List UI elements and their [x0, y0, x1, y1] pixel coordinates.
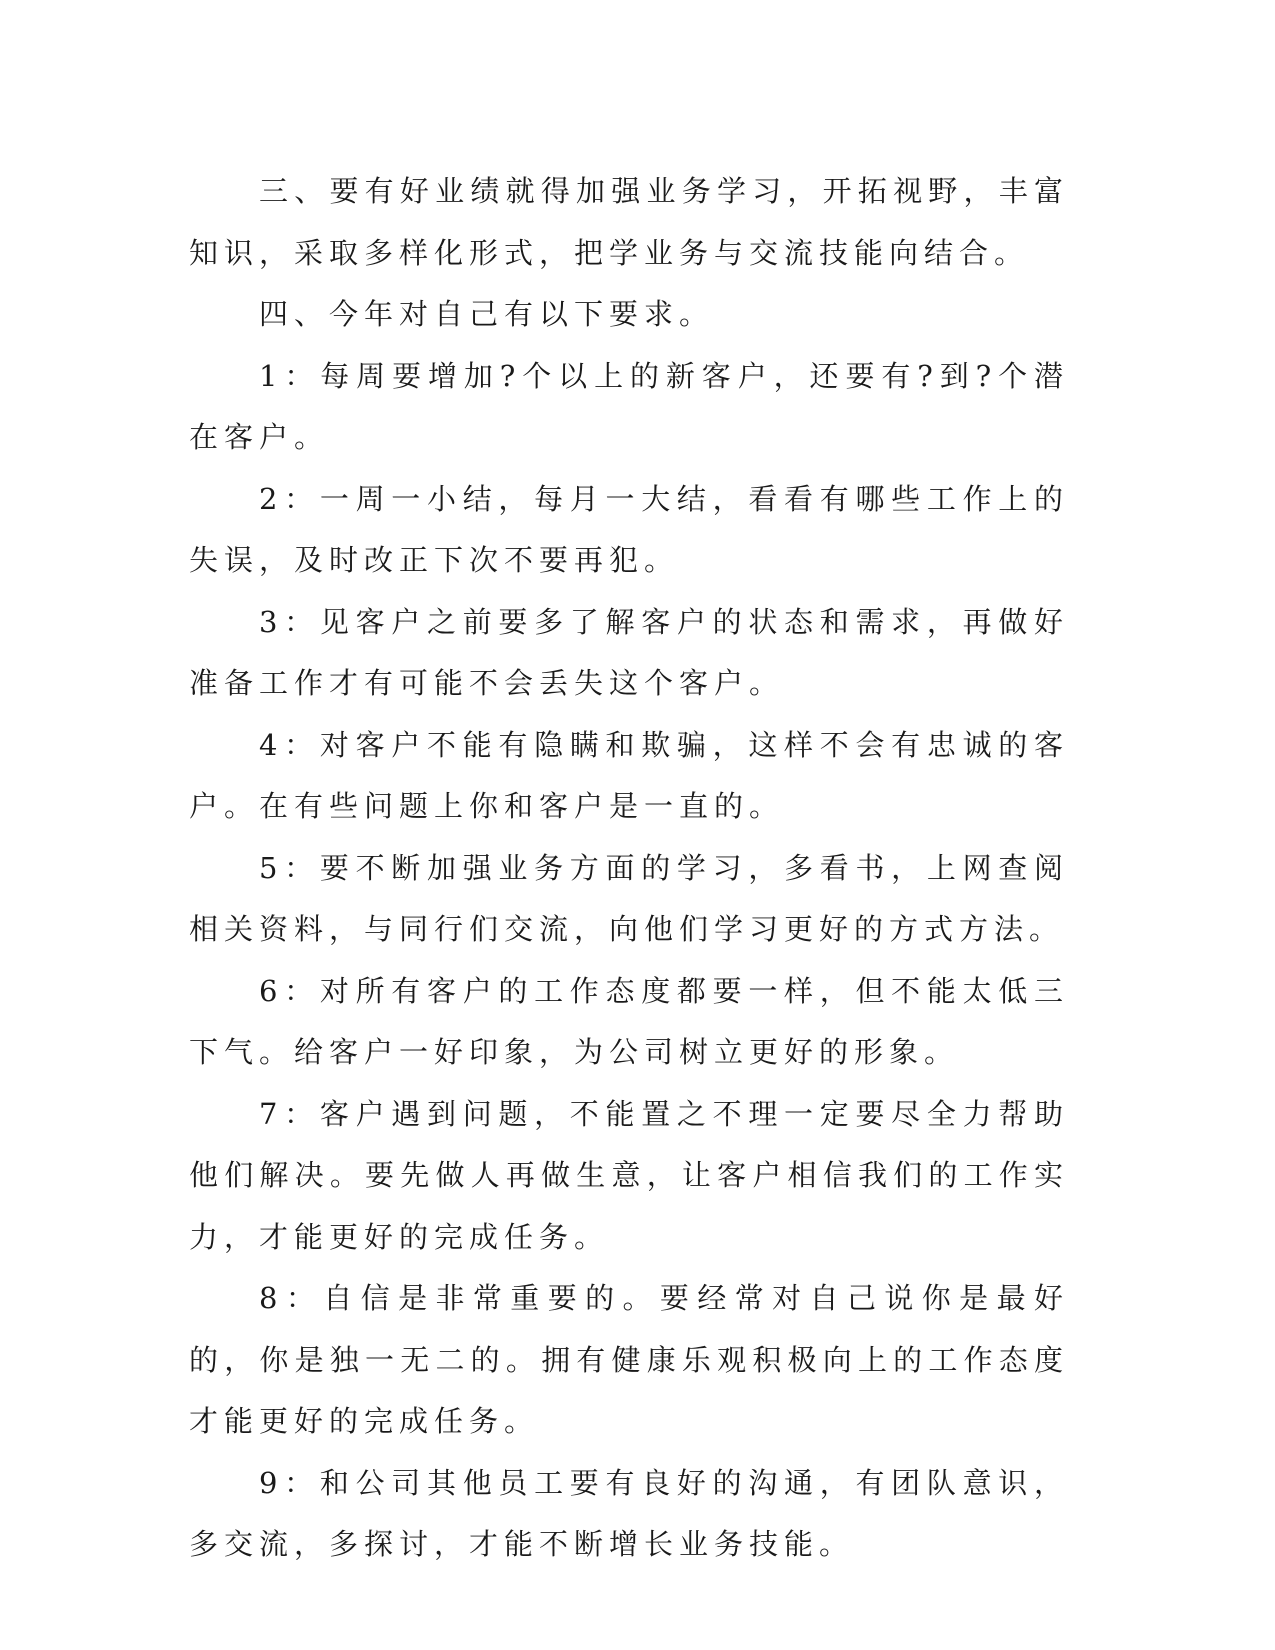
requirement-9: 9：和公司其他员工要有良好的沟通，有团队意识，多交流，多探讨，才能不断增长业务技能。 — [189, 1465, 1069, 1561]
requirement-4: 4：对客户不能有隐瞒和欺骗，这样不会有忠诚的客户。在有些问题上你和客户是一直的。 — [189, 727, 1069, 823]
requirement-2: 2：一周一小结，每月一大结，看看有哪些工作上的失误，及时改正下次不要再犯。 — [189, 481, 1069, 577]
paragraph-3-business-study: 三、要有好业绩就得加强业务学习，开拓视野，丰富知识，采取多样化形式，把学业务与交流技能向结合。 — [189, 174, 1069, 270]
requirement-6: 6：对所有客户的工作态度都要一样，但不能太低三下气。给客户一好印象，为公司树立更好的形象。 — [189, 973, 1069, 1069]
document-body — [189, 161, 1069, 1576]
requirement-8: 8：自信是非常重要的。要经常对自己说你是最好的，你是独一无二的。拥有健康乐观积极向上的工作态度才能更好的完成任务。 — [189, 1281, 1069, 1438]
paragraph-4-requirements-heading: 四、今年对自己有以下要求。 — [259, 297, 715, 331]
requirement-5: 5：要不断加强业务方面的学习，多看书，上网查阅相关资料，与同行们交流，向他们学习更好的方式方法。 — [189, 850, 1069, 946]
requirement-3: 3：见客户之前要多了解客户的状态和需求，再做好准备工作才有可能不会丢失这个客户。 — [189, 604, 1069, 700]
requirement-1: 1：每周要增加?个以上的新客户，还要有?到?个潜在客户。 — [189, 358, 1069, 454]
requirement-7: 7：客户遇到问题，不能置之不理一定要尽全力帮助他们解决。要先做人再做生意，让客户相信我们的工作实力，才能更好的完成任务。 — [189, 1096, 1069, 1254]
